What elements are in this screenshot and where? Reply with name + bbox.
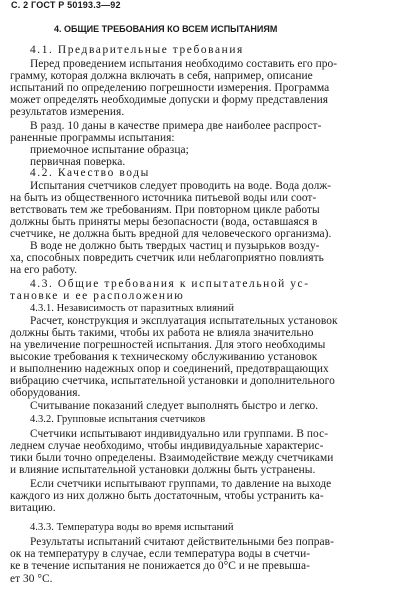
paragraph-line: Перед проведением испытания необходимо составить его про- [30,58,338,70]
list-item: приемочное испытание образца; [30,144,189,156]
paragraph-line: на увеличение погрешностей испытания. Для этого необходимы [10,339,326,351]
heading-4-1: 4.1. Предварительные требования [30,44,244,56]
heading-4-3-cont: тановке и ее расположению [10,290,185,302]
paragraph-line: вибрацию счетчика, испытательной установки и дополнительного [10,375,335,387]
paragraph-line: и выполнению надежных опор и соединений, предотвращающих [10,363,329,375]
heading-4-2: 4.2. Качество воды [30,167,150,179]
paragraph-line: на быть из общественного источника питьевой воды или соот- [10,192,317,204]
paragraph-line: оборудования. [10,387,81,399]
paragraph-line: на его работу. [10,264,78,276]
paragraph-line: Если счетчики испытывают группами, то давление на выходе [30,478,332,490]
paragraph-line: Счетчики испытывают индивидуально или группами. В пос- [30,428,329,440]
heading-4-3-2: 4.3.2. Групповые испытания счетчиков [30,414,206,425]
heading-4-3: 4.3. Общие требования к испытательной ус- [30,278,310,290]
paragraph-line: раненные программы испытания: [10,132,175,144]
paragraph-line: витацию. [10,502,56,514]
page-header: С. 2 ГОСТ Р 50193.3—92 [11,0,121,10]
paragraph-line: может определять необходимые допуски и форму представления [10,94,329,106]
paragraph-line: тики были точно определены. Взаимодействие между счетчиками [10,452,334,464]
paragraph-line: каждого из них должно быть достаточным, чтобы устранить ка- [10,490,324,502]
paragraph-line: ке в течение испытания не понижается до 0°С и не превыша- [10,560,310,572]
paragraph-line: высокие требования к техническому обслуживанию установок [10,351,318,363]
paragraph-line: и влияние испытательной установки должны быть устранены. [10,464,316,476]
paragraph-line: леднем случае необходимо, чтобы индивидуальные характерис- [10,440,324,452]
paragraph-line: счетчике, не должна быть вредной для человеческого организма). [10,228,332,240]
list-item: первичная поверка. [30,156,126,168]
paragraph-line: должны быть такими, чтобы их работа не влияла значительно [10,327,314,339]
paragraph-line: ха, способных повредить счетчик или неблагоприятно повлиять [10,252,324,264]
paragraph-line: В разд. 10 даны в качестве примера две наиболее распрост- [30,120,322,132]
paragraph-line: Результаты испытаний считают действительными без поправ- [30,536,334,548]
paragraph-line: Испытания счетчиков следует проводить на воде. Вода долж- [30,180,332,192]
paragraph-line: результатов измерения. [10,106,125,118]
heading-4-3-1: 4.3.1. Независимость от паразитных влияний [30,303,234,314]
paragraph-line: В воде не должно быть твердых частиц и пузырьков возду- [30,240,320,252]
paragraph-line: ветствовать тем же требованиям. При повторном цикле работы [10,204,320,216]
paragraph-line: Считывание показаний следует выполнять быстро и легко. [30,400,319,412]
section-title: 4. ОБЩИЕ ТРЕБОВАНИЯ КО ВСЕМ ИСПЫТАНИЯМ [54,24,278,34]
paragraph-line: грамму, которая должна включать в себя, например, описание [10,70,313,82]
heading-4-3-3: 4.3.3. Температура воды во время испытаний [30,522,234,533]
paragraph-line: ок на температуру в случае, если температура воды в счетчи- [10,548,311,560]
paragraph-line: ет 30 °С. [10,573,53,585]
paragraph-line: Расчет, конструкция и эксплуатация испытательных установок [30,315,338,327]
paragraph-line: испытаний по определению погрешности измерения. Программа [10,82,330,94]
paragraph-line: должны быть приняты меры безопасности (вода, оставшаяся в [10,216,318,228]
